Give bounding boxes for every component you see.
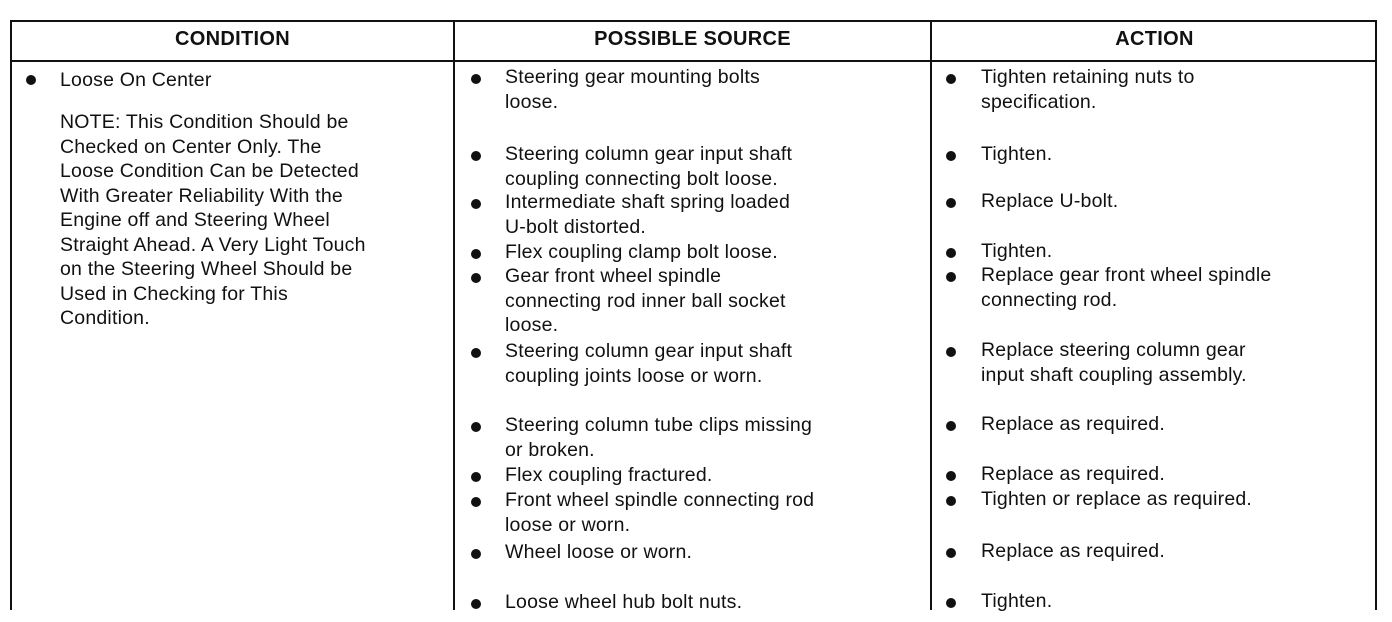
action-bullet xyxy=(946,198,956,208)
possible-source-text: Loose wheel hub bolt nuts. xyxy=(505,591,743,613)
possible-source-text: Flex coupling fractured. xyxy=(505,464,713,486)
action-bullet xyxy=(946,151,956,161)
action-text: Replace as required. xyxy=(981,413,1165,435)
action-text: Tighten or replace as required. xyxy=(981,488,1253,510)
source-bullet xyxy=(471,599,481,609)
action-text: Replace U-bolt. xyxy=(981,190,1119,212)
possible-source-header: POSSIBLE SOURCE xyxy=(594,28,791,50)
action-text: Tighten retaining nuts to specification. xyxy=(981,66,1195,113)
condition-title: Loose On Center xyxy=(60,69,212,91)
column-divider xyxy=(930,22,932,610)
action-text: Replace as required. xyxy=(981,540,1165,562)
possible-source-text: Steering column gear input shaft coupling connecting bolt loose. xyxy=(505,143,793,190)
action-bullet xyxy=(946,248,956,258)
source-bullet xyxy=(471,151,481,161)
action-text: Tighten. xyxy=(981,590,1053,612)
source-bullet xyxy=(471,273,481,283)
action-header: ACTION xyxy=(1115,28,1194,50)
action-text: Tighten. xyxy=(981,240,1053,262)
source-bullet xyxy=(471,497,481,507)
condition-header: CONDITION xyxy=(175,28,290,50)
action-bullet xyxy=(946,74,956,84)
condition-bullet xyxy=(26,75,36,85)
possible-source-text: Wheel loose or worn. xyxy=(505,541,693,563)
source-bullet xyxy=(471,549,481,559)
possible-source-text: Intermediate shaft spring loaded U-bolt distorted. xyxy=(505,191,790,238)
action-bullet xyxy=(946,598,956,608)
possible-source-text: Steering column gear input shaft coupling joints loose or worn. xyxy=(505,340,793,387)
diagnosis-table xyxy=(10,20,1377,613)
action-bullet xyxy=(946,421,956,431)
source-bullet xyxy=(471,348,481,358)
action-bullet xyxy=(946,548,956,558)
possible-source-text: Steering column tube clips missing or broken. xyxy=(505,414,813,461)
action-text: Replace steering column gear input shaft coupling assembly. xyxy=(981,339,1247,386)
possible-source-text: Flex coupling clamp bolt loose. xyxy=(505,241,778,263)
source-bullet xyxy=(471,249,481,259)
action-bullet xyxy=(946,347,956,357)
possible-source-text: Steering gear mounting bolts loose. xyxy=(505,66,760,113)
possible-source-text: Gear front wheel spindle connecting rod inner ball socket loose. xyxy=(505,265,786,336)
header-rule xyxy=(12,60,1375,62)
source-bullet xyxy=(471,472,481,482)
action-text: Replace gear front wheel spindle connecting rod. xyxy=(981,264,1272,311)
condition-note: NOTE: This Condition Should be Checked on Center Only. The Loose Condition Can be Detected With Greater Reliability With the Engine off and Steering Wheel Straight Ahead. A Very Light Touch on the Steering Wheel Should be Used in Checking for This Condition. xyxy=(60,111,366,329)
action-text: Tighten. xyxy=(981,143,1053,165)
action-text: Replace as required. xyxy=(981,463,1165,485)
column-divider xyxy=(453,22,455,610)
action-bullet xyxy=(946,496,956,506)
action-bullet xyxy=(946,272,956,282)
source-bullet xyxy=(471,74,481,84)
possible-source-text: Front wheel spindle connecting rod loose or worn. xyxy=(505,489,815,536)
source-bullet xyxy=(471,199,481,209)
source-bullet xyxy=(471,422,481,432)
action-bullet xyxy=(946,471,956,481)
